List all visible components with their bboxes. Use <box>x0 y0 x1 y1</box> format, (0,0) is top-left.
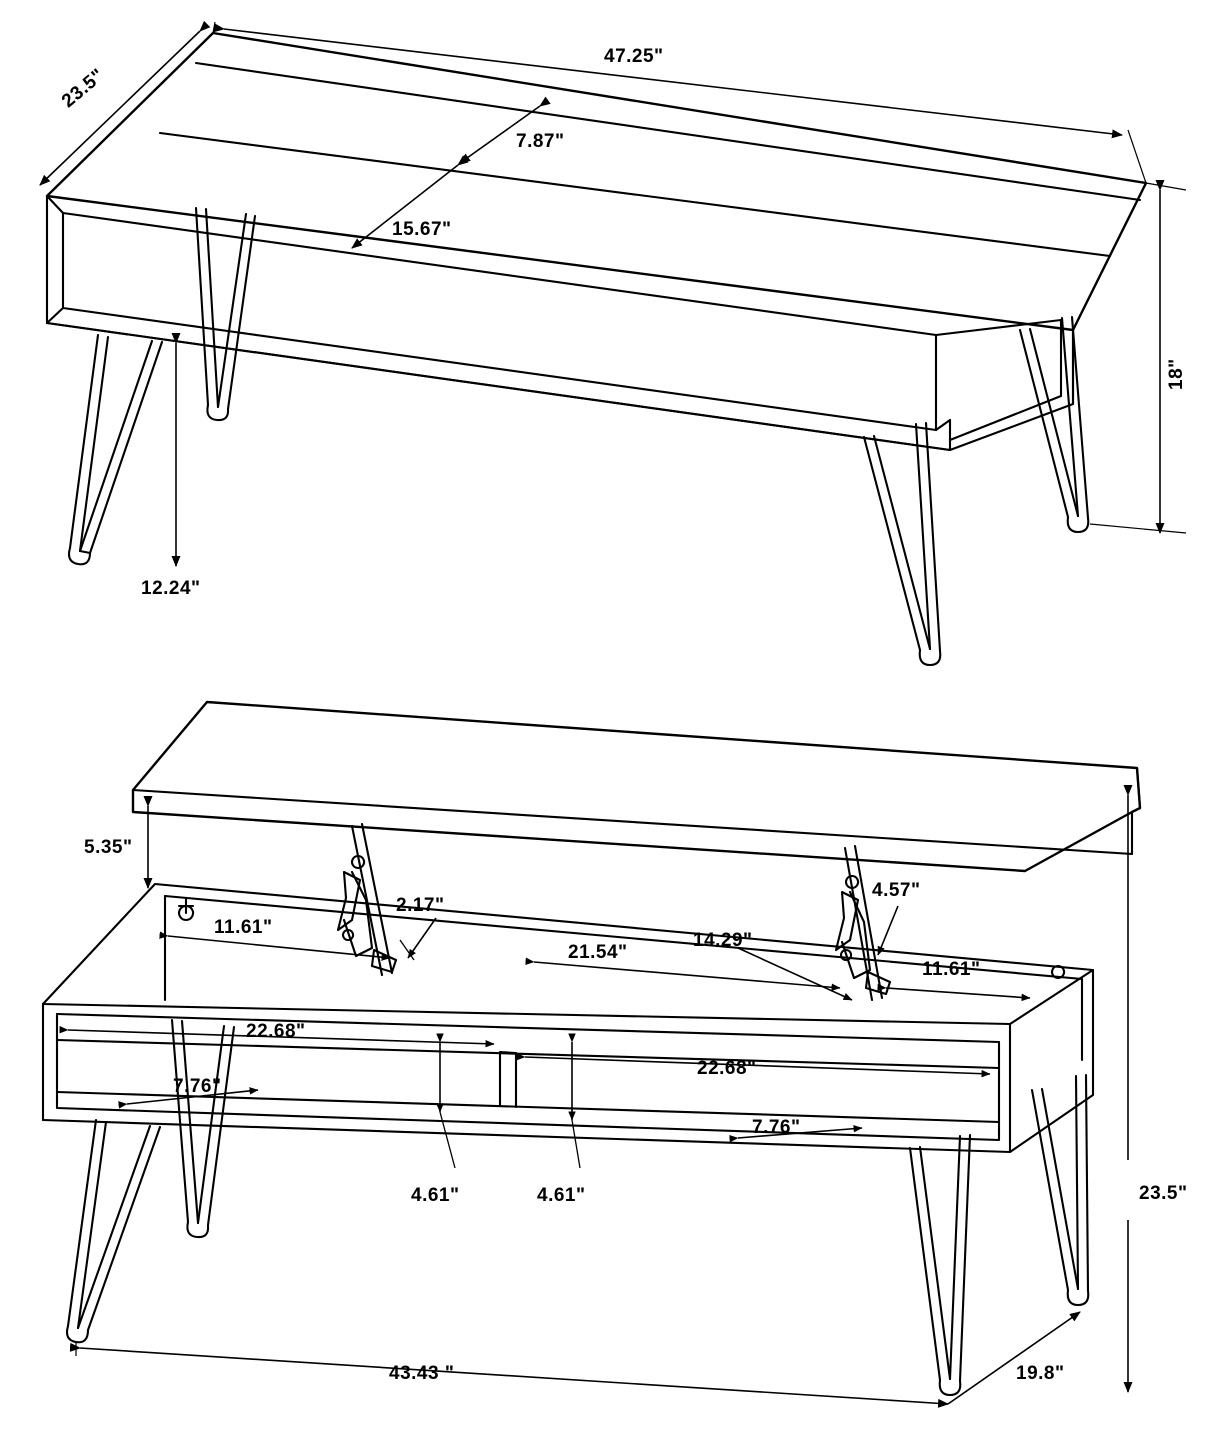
dimension-label-leg-height: 12.24" <box>141 578 201 599</box>
dimension-label-shelf-right-width: 22.68" <box>697 1058 757 1079</box>
dimension-label-compartment-width: 21.54" <box>568 942 628 963</box>
dimension-label-shelf-left-width: 22.68" <box>246 1021 306 1042</box>
dimension-label-shelf-right-height: 4.61" <box>537 1185 586 1206</box>
dimension-label-compartment-left-depth: 11.61" <box>214 917 273 938</box>
dimension-label-width-top: 47.25" <box>604 46 664 67</box>
dimension-label-top-panel-depth: 7.87" <box>516 131 565 152</box>
dimension-label-lift-panel-depth: 15.67" <box>392 219 452 240</box>
dimension-label-overall-height: 23.5" <box>1139 1183 1188 1204</box>
dimension-label-table-height: 18" <box>1166 358 1187 390</box>
dimension-label-compartment-right-span: 14.29" <box>693 930 753 951</box>
dimension-label-hinge-height: 4.57" <box>872 880 921 901</box>
dimension-label-shelf-left-depth: 7.76" <box>173 1076 222 1097</box>
dimension-label-shelf-left-height: 4.61" <box>411 1185 460 1206</box>
dimension-label-shelf-right-depth: 7.76" <box>752 1117 801 1138</box>
dimension-label-base-width: 43.43 " <box>389 1363 455 1384</box>
dimension-label-compartment-right-depth: 11.61" <box>922 959 981 980</box>
dimension-label-lift-rise: 5.35" <box>84 837 133 858</box>
dimension-label-base-depth: 19.8" <box>1016 1363 1065 1384</box>
dimension-label-hinge-gap: 2.17" <box>396 895 445 916</box>
dimension-label-depth-top: 23.5" <box>58 64 109 113</box>
